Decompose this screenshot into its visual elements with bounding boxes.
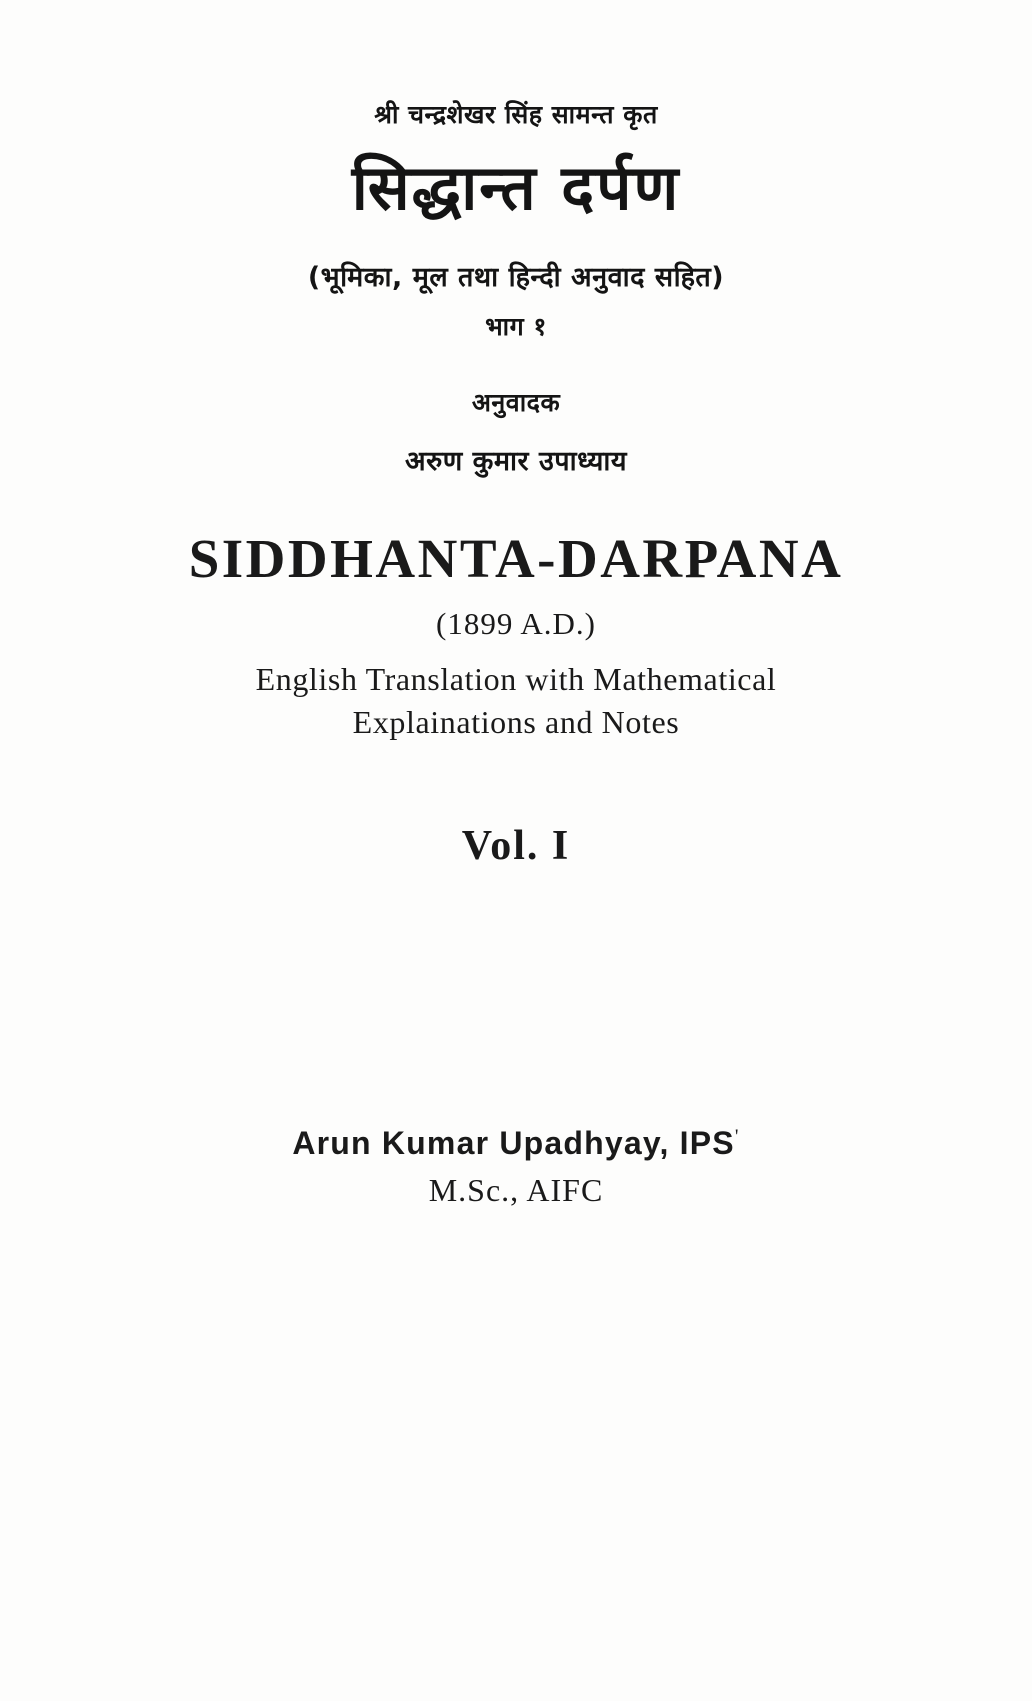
english-author [0, 1125, 1032, 1162]
english-author-degrees: M.Sc., AIFC [428, 1172, 604, 1209]
devanagari-translator-name: अरुण कुमार उपाध्याय [404, 446, 628, 478]
devanagari-part: भाग १ [485, 312, 547, 342]
english-description [0, 658, 1032, 744]
english-author-mark: ' [734, 1125, 740, 1148]
devanagari-translator-label: अनुवादक [471, 388, 561, 418]
devanagari-author-credit: श्री चन्द्रशेखर सिंह सामन्त कृत [374, 100, 658, 129]
english-title: SIDDHANTA-DARPANA [188, 528, 844, 590]
english-description-line-2: Explainations and Notes [352, 704, 680, 741]
publication-year: (1899 A.D.) [436, 606, 596, 642]
english-author-name: Arun Kumar Upadhyay, IPS [292, 1125, 735, 1162]
devanagari-title: सिद्धान्त दर्पण [351, 151, 681, 224]
english-description-line-1: English Translation with Mathematical [255, 661, 777, 698]
devanagari-subtitle: (भूमिका, मूल तथा हिन्दी अनुवाद सहित) [307, 262, 725, 294]
volume-label: Vol. I [461, 823, 571, 870]
